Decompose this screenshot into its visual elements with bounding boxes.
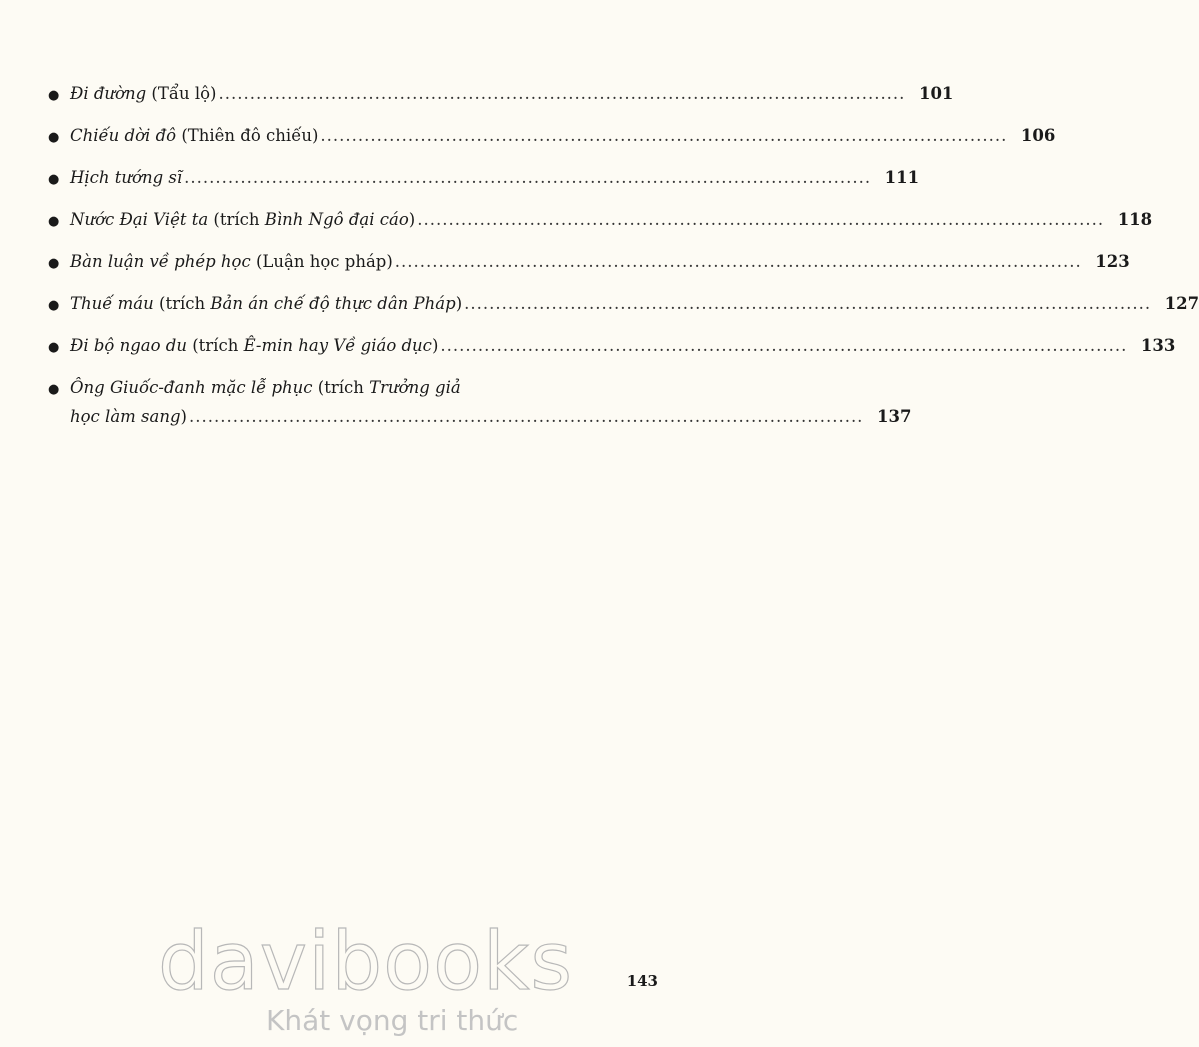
toc-entry [48,332,1176,361]
title-part: ) [455,294,463,313]
leader-dots: ............................................................................................................ [188,407,864,426]
title-part: Đi bộ ngao du [70,336,187,355]
toc-entry-title [70,248,393,275]
bullet-icon: ● [48,130,60,145]
leader-dots: .............................................................................................................. [417,210,1105,229]
title-part: Nước Đại Việt ta [70,210,209,229]
bullet-icon: ● [48,298,60,313]
title-part: Ông Giuốc-đanh mặc lễ phục [70,378,313,397]
toc-entry-title [70,290,462,317]
toc-page-number: 118 [1117,210,1153,229]
title-part: (trích [312,378,370,397]
toc-entry [48,122,1056,151]
toc-entry [48,80,954,109]
toc-entry-line-1 [48,374,632,403]
title-part: ) [408,210,416,229]
leader-dots: .............................................................................................................. [320,126,1008,145]
toc-entry-title [70,164,182,191]
toc-entries [48,80,1199,361]
title-part: (Luận học pháp) [250,252,393,271]
toc-entry-title [70,122,318,149]
toc-entry [48,206,1153,235]
toc-entry [48,164,920,193]
title-part: Trưởng giả [369,378,461,397]
toc-entry-last [48,374,912,430]
title-part: Bản án chế độ thực dân Pháp [210,294,456,313]
toc-entry-line [48,164,920,193]
leader-dots: .............................................................................................................. [184,168,872,187]
toc-page-number: 133 [1140,336,1176,355]
toc-entry-title [70,80,216,107]
toc-page-number: 127 [1164,294,1199,313]
toc-entry-title [70,332,438,359]
toc-entry [48,248,1130,277]
title-part: Bàn luận về phép học [70,252,251,271]
toc-page-number: 101 [918,84,954,103]
toc-page-number: 123 [1095,252,1130,271]
title-part: (Thiên đô chiếu) [176,126,319,145]
title-part: (trích [153,294,211,313]
toc-entry-line-2 [48,403,912,430]
title-part: Ê-min hay Về giáo dục [243,336,432,355]
toc-entry-title-cont [70,403,187,430]
table-of-contents [48,80,1199,443]
leader-dots: .............................................................................................................. [218,84,906,103]
title-part: ) [431,336,439,355]
title-part: Hịch tướng sĩ [70,168,183,187]
toc-entry-line [48,122,1056,151]
title-part: Bình Ngô đại cáo [264,210,409,229]
toc-entry-line [48,248,1130,277]
toc-page-number: 137 [876,407,912,426]
leader-dots: .............................................................................................................. [464,294,1152,313]
title-part: ) [180,407,187,426]
leader-dots: .............................................................................................................. [394,252,1082,271]
toc-entry-title [70,374,461,401]
toc-entry-line [48,206,1153,235]
bullet-icon: ● [48,88,60,103]
bullet-icon: ● [48,172,60,187]
toc-page-number: 106 [1020,126,1056,145]
bullet-icon: ● [48,256,60,271]
title-part: (trích [208,210,265,229]
title-part: (trích [186,336,244,355]
leader-dots: .............................................................................................................. [440,336,1128,355]
watermark-slogan: Khát vọng tri thức [266,1004,519,1037]
title-part: Thuế máu [70,294,154,313]
toc-entry-line [48,80,954,109]
toc-entry-title [70,206,415,233]
toc-entry-line [48,332,1176,361]
title-part: (Tẩu lộ) [146,84,217,103]
title-part: Đi đường [70,84,147,103]
title-part: học làm sang [70,407,181,426]
toc-page-number: 111 [884,168,920,187]
toc-entry-line [48,290,1199,319]
bullet-icon: ● [48,340,60,355]
watermark-brand: davibooks [158,915,574,1008]
bullet-icon: ● [48,382,60,397]
page-number: 143 [626,972,658,990]
toc-entry [48,290,1199,319]
bullet-icon: ● [48,214,60,229]
title-part: Chiếu dời đô [70,126,177,145]
